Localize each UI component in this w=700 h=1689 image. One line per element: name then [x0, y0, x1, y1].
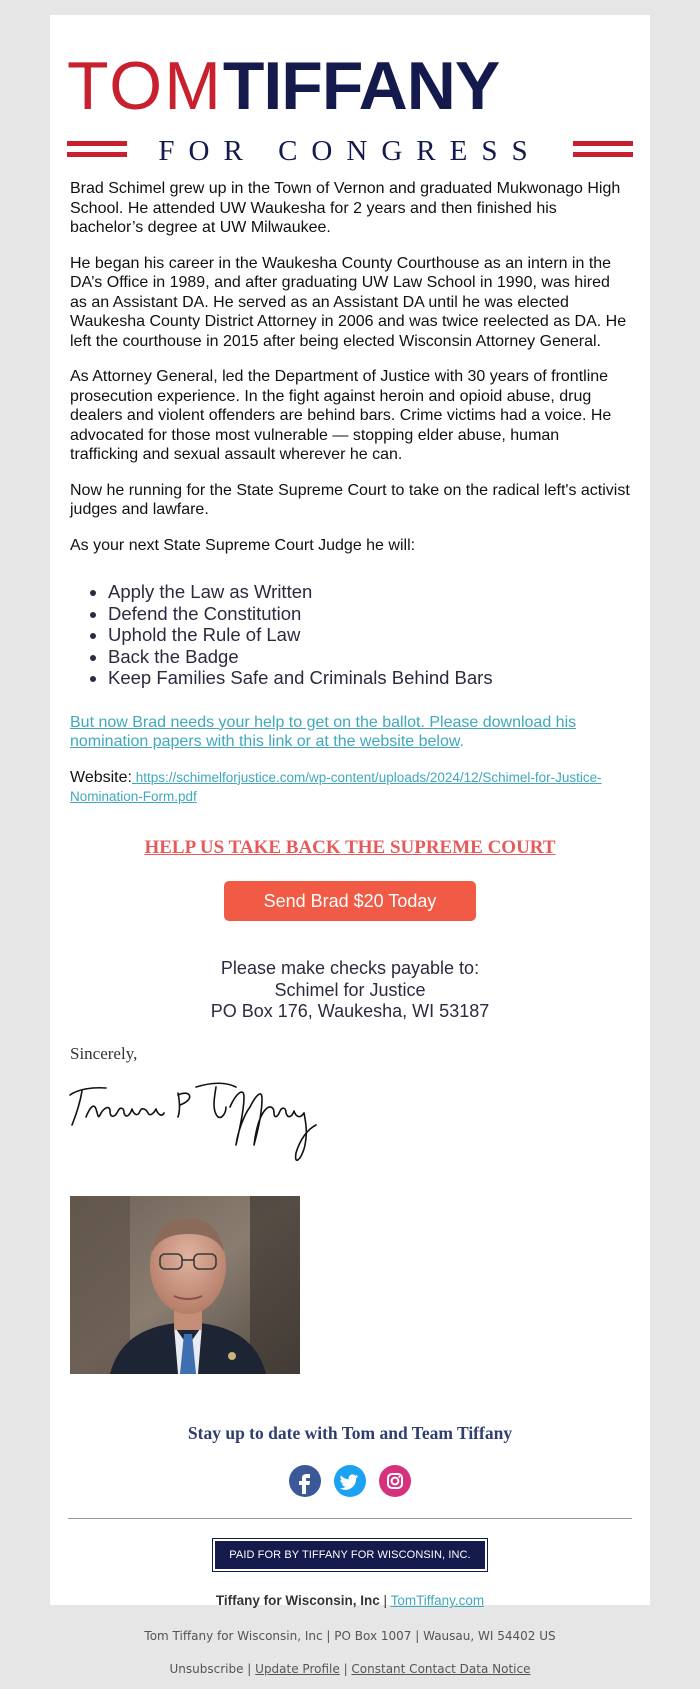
- footer-links: [0, 1662, 700, 1676]
- stay-updated-heading: Stay up to date with Tom and Team Tiffany: [187, 1423, 513, 1443]
- paid-for-box: [212, 1538, 488, 1572]
- nomination-papers-link[interactable]: But now Brad needs your help to get on the ballot. Please download his nomination papers with this link or at the website below: [70, 713, 577, 750]
- help-headline-link[interactable]: HELP US TAKE BACK THE SUPREME COURT: [144, 837, 556, 858]
- data-notice-link[interactable]: Constant Contact Data Notice: [351, 1662, 531, 1676]
- list-item: • Back the Badge: [108, 646, 630, 668]
- instagram-icon[interactable]: [379, 1465, 411, 1497]
- email-card: [50, 15, 650, 1608]
- body-paragraph-3: As Attorney General, led the Department of Justice with 30 years of frontline prosecution experience. In the fight against heroin and opioid abuse, drug dealers and violent offenders are behind bars. Crime victims had a voice. He advocated for those most vulnerable — stopping elder abuse, human trafficking and sexual assault wherever he can.: [70, 368, 612, 463]
- footer-divider: [68, 1518, 632, 1519]
- org-separator: |: [379, 1593, 391, 1608]
- help-link-period: .: [459, 733, 464, 750]
- help-paragraph: [70, 713, 630, 752]
- checks-line-1: Please make checks payable to:: [220, 958, 480, 978]
- body-paragraph-2: He began his career in the Waukesha County Courthouse as an intern in the DA’s Office in 1989, and after graduating UW Law School in 1990, was hired as an Assistant DA. He served as an Assistant DA until he was elected Waukesha County District Attorney in 2006 and was twice reelected as DA. He left the courthouse in 2015 after being elected Wisconsin Attorney General.: [70, 254, 627, 350]
- tom-tiffany-logo: [67, 48, 633, 167]
- pledge-list: [108, 581, 630, 689]
- logo-tiffany: TIFFANY: [222, 48, 500, 124]
- footer-separator: |: [243, 1662, 256, 1676]
- body-paragraph-5: As your next State Supreme Court Judge he will:: [70, 536, 416, 554]
- body-paragraph-4: Now he running for the State Supreme Court to take on the radical left's activist judges and lawfare.: [70, 481, 630, 518]
- website-url-link[interactable]: https://schimelforjustice.com/wp-content/uploads/2024/12/Schimel-for-Justice-Nomination-Form.pdf: [70, 769, 602, 804]
- website-paragraph: [70, 768, 630, 807]
- logo-name: [67, 48, 633, 124]
- list-item: • Uphold the Rule of Law: [108, 624, 630, 646]
- unsubscribe-link[interactable]: Unsubscribe: [169, 1662, 244, 1676]
- website-label: Website:: [70, 768, 132, 786]
- footer-separator: |: [339, 1662, 352, 1676]
- checks-line-3: PO Box 176, Waukesha, WI 53187: [210, 1001, 490, 1021]
- twitter-icon[interactable]: [334, 1465, 366, 1497]
- body-paragraph-1: Brad Schimel grew up in the Town of Vernon and graduated Mukwonago High School. He attended UW Waukesha for 2 years and then finished his bachelor’s degree at UW Milwaukee.: [70, 180, 621, 236]
- update-profile-link[interactable]: Update Profile: [255, 1662, 340, 1676]
- checks-info: [50, 958, 650, 1023]
- signature-image: [68, 1073, 328, 1173]
- social-links: [289, 1465, 411, 1497]
- logo-tagline: FOR CONGRESS: [158, 135, 542, 167]
- sincerely-text: Sincerely,: [70, 1044, 138, 1063]
- checks-line-2: Schimel for Justice: [274, 979, 426, 1000]
- footer-address: Tom Tiffany for Wisconsin, Inc | PO Box 1007 | Wausau, WI 54402 US: [144, 1629, 556, 1643]
- logo-stripes-left: [67, 141, 127, 163]
- email-body: [70, 179, 630, 823]
- list-item: • Keep Families Safe and Criminals Behind Bars: [108, 667, 630, 689]
- org-name: Tiffany for Wisconsin, Inc: [215, 1593, 380, 1608]
- org-line: [50, 1593, 650, 1608]
- list-item: • Defend the Constitution: [108, 603, 630, 625]
- list-item: • Apply the Law as Written: [108, 581, 630, 603]
- candidate-photo: [70, 1196, 300, 1374]
- donate-button[interactable]: Send Brad $20 Today: [224, 881, 476, 921]
- tomtiffany-site-link[interactable]: TomTiffany.com: [390, 1593, 485, 1608]
- logo-tom: TOM: [67, 48, 223, 124]
- facebook-icon[interactable]: [289, 1465, 321, 1497]
- paid-for-text: PAID FOR BY TIFFANY FOR WISCONSIN, INC.: [215, 1541, 485, 1569]
- logo-stripes-right: [573, 141, 633, 163]
